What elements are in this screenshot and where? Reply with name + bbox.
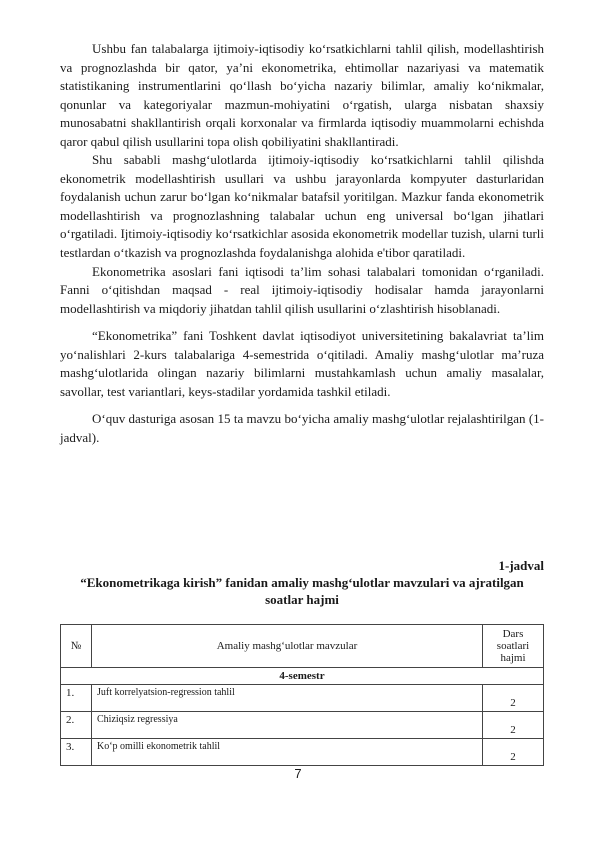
row-number: 3. — [61, 739, 92, 766]
table-row — [61, 685, 544, 712]
row-hours: 2 — [483, 685, 544, 712]
row-hours: 2 — [483, 712, 544, 739]
header-topic: Amaliy mashg‘ulotlar mavzular — [92, 625, 483, 668]
paragraph-3: Ekonometrika asoslari fani iqtisodi ta’lim sohasi talabalari tomonidan o‘rganiladi. Fanni o‘qitishdan maqsad - real ijtimoiy-iqtisodiy hodisalar hamda jarayonlarni modellashtirish va miqdoriy jihatdan tahlil qilish usullarini o‘zlashtirish hisoblanadi. — [60, 263, 544, 316]
header-hours: Dars soatlari hajmi — [483, 625, 544, 668]
paragraph-2: Shu sababli mashg‘ulotlarda ijtimoiy-iqtisodiy ko‘rsatkichlarni tahlil qilishda ekonometrik modellashtirish usullari va ushbu jarayonlarda kompyuter dasturlaridan foydalanish uchun zarur bo‘lgan ko‘nikmalar batafsil yoritilgan. Mazkur fanda ekonometrik modellashtirish va prognozlashning talabalar uchun eng universal bo‘lgan jihatlari o‘rgatiladi. Ijtimoiy-iqtisodiy ko‘rsatkichlar asosida ekonometrik modellar tuzish, ularni turli testlardan o‘tkazish va prognozlashda foydalanishga alohida e'tibor qaratiladi. — [60, 152, 544, 261]
topics-table — [60, 624, 544, 766]
header-number: № — [61, 625, 92, 668]
table-number: 1-jadval — [498, 558, 544, 573]
table-title: “Ekonometrikaga kirish” fanidan amaliy mashg‘ulotlar mavzulari va ajratilgan soatlar hajmi — [80, 575, 524, 607]
row-number: 2. — [61, 712, 92, 739]
table-row — [61, 712, 544, 739]
table-caption — [60, 557, 544, 608]
semester-row — [61, 668, 544, 685]
table-header-row — [61, 625, 544, 668]
semester-label: 4-semestr — [61, 668, 544, 685]
body-text — [60, 40, 544, 447]
row-number: 1. — [61, 685, 92, 712]
row-topic: Juft korrelyatsion-regression tahlil — [92, 685, 483, 712]
paragraph-5: O‘quv dasturiga asosan 15 ta mavzu bo‘yicha amaliy mashg‘ulotlar rejalashtirilgan (1-jadval). — [60, 411, 544, 445]
row-topic: Chiziqsiz regressiya — [92, 712, 483, 739]
table-row — [61, 739, 544, 766]
paragraph-1: Ushbu fan talabalarga ijtimoiy-iqtisodiy ko‘rsatkichlarni tahlil qilish, modellashtirish va prognozlashda bir qator, ya’ni ekonometrika, ehtimollar nazariyasi va matematik statistikaning instrumentlarini qo‘llash bo‘yicha nazariy bilimlar, amaliy ko‘nikmalar, qonunlar va kategoriyalar mazmun-mohiyatini o‘rgatish, ularga nisbatan shaxsiy munosabatni shakllantirish orqali korxonalar va firmlarda iqtisodiy muammolarni echishda qaror qabul qilish usullarini topa olish qobiliyatini shakllantiradi. — [60, 41, 544, 149]
row-topic: Ko‘p omilli ekonometrik tahlil — [92, 739, 483, 766]
row-hours: 2 — [483, 739, 544, 766]
page-number: 7 — [294, 766, 302, 781]
paragraph-4: “Ekonometrika” fani Toshkent davlat iqtisodiyot universitetining bakalavriat ta’lim yo‘nalishlari 2-kurs talabalariga 4-semestrida o‘qitiladi. Amaliy mashg‘ulotlar ma’ruza mashg‘ulotlarida olingan nazariy bilimlarni mustahkamlash uchun amaliy masalalar, savollar, test variantlari, keys-stadilar yordamida tashkil etiladi. — [60, 328, 544, 399]
